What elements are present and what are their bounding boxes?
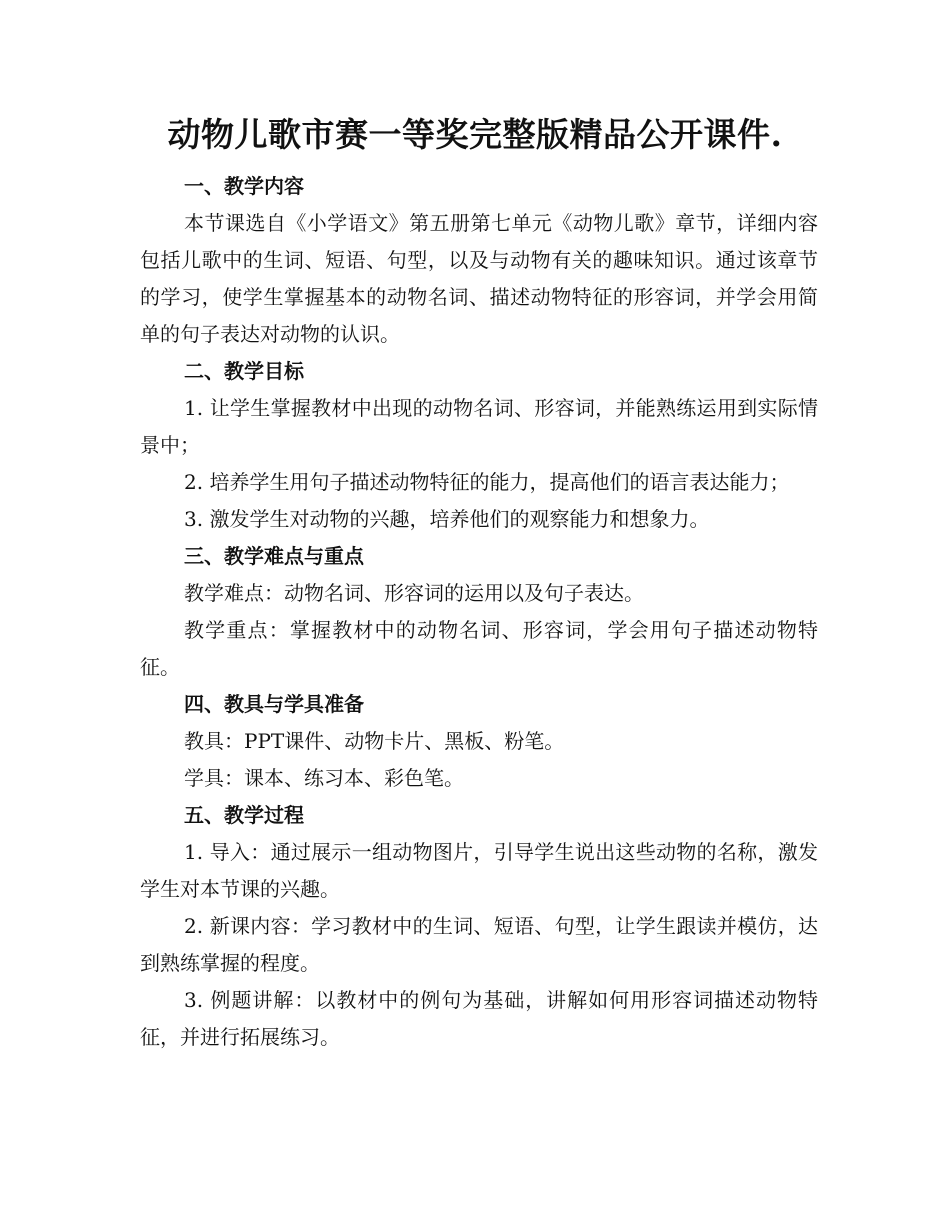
list-item: 2. 新课内容：学习教材中的生词、短语、句型，让学生跟读并模仿，达到熟练掌握的程度。	[140, 914, 818, 975]
list-item: 2. 培养学生用句子描述动物特征的能力，提高他们的语言表达能力；	[184, 470, 790, 494]
list-item: 1. 让学生掌握教材中出现的动物名词、形容词，并能熟练运用到实际情景中；	[140, 396, 818, 457]
document-title: 动物儿歌市赛一等奖完整版精品公开课件.	[167, 115, 783, 154]
list-item: 3. 例题讲解：以教材中的例句为基础，讲解如何用形容词描述动物特征，并进行拓展练习。	[140, 988, 818, 1049]
document-body	[140, 168, 818, 1056]
paragraph: 教学难点：动物名词、形容词的运用以及句子表达。	[184, 581, 644, 605]
section-heading: 三、教学难点与重点	[184, 544, 364, 568]
paragraph: 教具：PPT课件、动物卡片、黑板、粉笔。	[184, 729, 565, 753]
section-heading: 五、教学过程	[184, 803, 304, 827]
section-heading: 一、教学内容	[184, 174, 304, 198]
list-item: 1. 导入：通过展示一组动物图片，引导学生说出这些动物的名称，激发学生对本节课的兴趣。	[140, 840, 818, 901]
paragraph: 学具：课本、练习本、彩色笔。	[184, 766, 464, 790]
section-heading: 四、教具与学具准备	[184, 692, 364, 716]
list-item: 3. 激发学生对动物的兴趣，培养他们的观察能力和想象力。	[184, 507, 710, 531]
paragraph: 教学重点：掌握教材中的动物名词、形容词，学会用句子描述动物特征。	[140, 618, 818, 679]
paragraph: 本节课选自《小学语文》第五册第七单元《动物儿歌》章节，详细内容包括儿歌中的生词、短语、句型，以及与动物有关的趣味知识。通过该章节的学习，使学生掌握基本的动物名词、描述动物特征的形容词，并学会用简单的句子表达对动物的认识。	[140, 211, 818, 346]
section-heading: 二、教学目标	[184, 359, 304, 383]
